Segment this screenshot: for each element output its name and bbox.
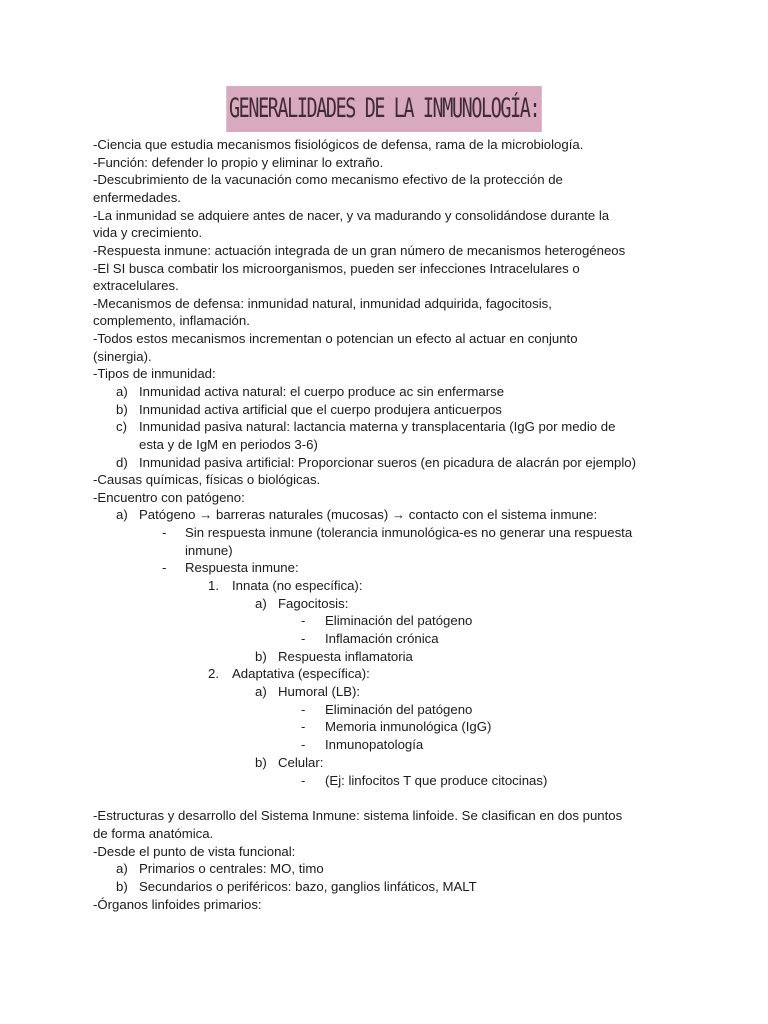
line-text: vida y crecimiento. xyxy=(93,225,203,240)
line-text: -Desde el punto de vista funcional: xyxy=(93,844,296,859)
line-text: -Respuesta inmune: actuación integrada de un gran número de mecanismos heterogéneos xyxy=(93,243,626,258)
list-marker: - xyxy=(162,560,167,575)
list-marker: - xyxy=(301,613,306,628)
list-marker: - xyxy=(301,773,306,788)
list-marker: 1. xyxy=(208,578,219,593)
line-text: Inflamación crónica xyxy=(325,631,439,646)
line-text: complemento, inflamación. xyxy=(93,313,250,328)
list-marker: a) xyxy=(116,861,128,876)
line-text: -Función: defender lo propio y eliminar lo extraño. xyxy=(93,155,384,170)
line-text: extracelulares. xyxy=(93,278,179,293)
list-marker: - xyxy=(301,702,306,717)
line-text: -Ciencia que estudia mecanismos fisiológicos de defensa, rama de la microbiología. xyxy=(93,137,584,152)
line-text: Inmunidad pasiva artificial: Proporcionar sueros (en picadura de alacrán por ejemplo) xyxy=(139,455,636,470)
line-text: de forma anatómica. xyxy=(93,826,214,841)
list-marker: a) xyxy=(116,507,128,522)
line-text: inmune) xyxy=(185,543,233,558)
list-marker: c) xyxy=(116,419,127,434)
line-text: -El SI busca combatir los microorganismos, pueden ser infecciones Intracelulares o xyxy=(93,261,580,276)
list-marker: 2. xyxy=(208,666,219,681)
list-marker: b) xyxy=(116,402,128,417)
list-marker: a) xyxy=(255,684,267,699)
list-marker: d) xyxy=(116,455,128,470)
line-text: Secundarios o periféricos: bazo, ganglios linfáticos, MALT xyxy=(139,879,477,894)
line-text: Eliminación del patógeno xyxy=(325,702,473,717)
line-text: -Estructuras y desarrollo del Sistema Inmune: sistema linfoide. Se clasifican en dos puntos xyxy=(93,808,623,823)
line-text: Memoria inmunológica (IgG) xyxy=(325,719,492,734)
line-text: Innata (no específica): xyxy=(232,578,363,593)
page-title: GENERALIDADES DE LA INMUNOLOGÍA: xyxy=(226,86,542,132)
line-text: esta y de IgM en periodos 3-6) xyxy=(139,437,318,452)
list-marker: a) xyxy=(255,596,267,611)
line-text: -Encuentro con patógeno: xyxy=(93,490,245,505)
line-text: (Ej: linfocitos T que produce citocinas) xyxy=(325,773,548,788)
list-marker: - xyxy=(301,737,306,752)
line-text: Eliminación del patógeno xyxy=(325,613,473,628)
line-text: Celular: xyxy=(278,755,324,770)
line-text: Respuesta inflamatoria xyxy=(278,649,413,664)
list-marker: b) xyxy=(255,649,267,664)
line-text: enfermedades. xyxy=(93,190,181,205)
line-text: Primarios o centrales: MO, timo xyxy=(139,861,324,876)
line-text: -Mecanismos de defensa: inmunidad natural, inmunidad adquirida, fagocitosis, xyxy=(93,296,552,311)
line-text: -La inmunidad se adquiere antes de nacer, y va madurando y consolidándose durante la xyxy=(93,208,610,223)
line-text: -Órganos linfoides primarios: xyxy=(93,897,262,912)
line-text: -Descubrimiento de la vacunación como mecanismo efectivo de la protección de xyxy=(93,172,563,187)
list-marker: a) xyxy=(116,384,128,399)
list-marker: b) xyxy=(116,879,128,894)
title-container xyxy=(0,86,768,132)
line-text: Respuesta inmune: xyxy=(185,560,299,575)
line-text: (sinergia). xyxy=(93,349,152,364)
line-text: Fagocitosis: xyxy=(278,596,349,611)
line-text: Inmunopatología xyxy=(325,737,424,752)
line-text: Inmunidad activa natural: el cuerpo produce ac sin enfermarse xyxy=(139,384,505,399)
list-marker: - xyxy=(162,525,167,540)
line-text: -Tipos de inmunidad: xyxy=(93,366,216,381)
line-text: Sin respuesta inmune (tolerancia inmunológica-es no generar una respuesta xyxy=(185,525,633,540)
list-marker: - xyxy=(301,719,306,734)
line-text: Humoral (LB): xyxy=(278,684,361,699)
line-text: Patógeno → barreras naturales (mucosas) → contacto con el sistema inmune: xyxy=(139,507,598,522)
line-text: Inmunidad activa artificial que el cuerpo produjera anticuerpos xyxy=(139,402,502,417)
list-marker: b) xyxy=(255,755,267,770)
list-marker: - xyxy=(301,631,306,646)
line-text: Adaptativa (específica): xyxy=(232,666,370,681)
line-text: -Todos estos mecanismos incrementan o potencian un efecto al actuar en conjunto xyxy=(93,331,578,346)
line-text: Inmunidad pasiva natural: lactancia materna y transplacentaria (IgG por medio de xyxy=(139,419,616,434)
line-text: -Causas químicas, físicas o biológicas. xyxy=(93,472,321,487)
